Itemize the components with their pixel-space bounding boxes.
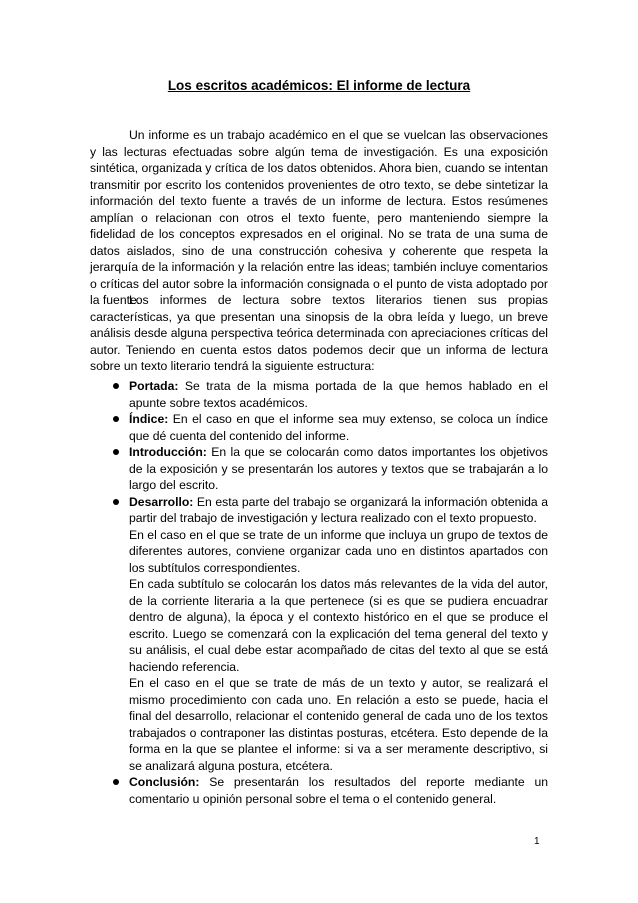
desarrollo-subparagraph: En el caso en el que se trate de más de un texto y autor, se realizará el mismo procedimiento con cada uno. En relación a esto se puede, hacia el final del desarrollo, relacionar el contenido general de cada uno de los textos trabajados o contraponer las distintas posturas, etcétera. Esto depende de la forma en la que se plantee el informe: si va a ser meramente descriptivo, si se analizará alguna postura, etcétera.: [129, 676, 548, 773]
item-label: Desarrollo:: [129, 494, 194, 509]
item-text: Se trata de la misma portada de la que hemos hablado en el apunte sobre textos académicos.: [129, 379, 548, 410]
item-label: Índice:: [129, 412, 169, 426]
bullet-icon: [113, 449, 119, 455]
desarrollo-subparagraph: En el caso en el que se trate de un informe que incluya un grupo de textos de diferentes autores, conviene organizar cada uno en distintos apartados con los subtítulos correspondientes.: [129, 527, 548, 575]
list-item-desarrollo: [90, 494, 548, 775]
item-label: Conclusión:: [129, 775, 200, 789]
item-label: Portada:: [129, 379, 179, 393]
document-title: Los escritos académicos: El informe de lectura: [167, 78, 471, 93]
bullet-icon: [113, 779, 119, 785]
desarrollo-subparagraph: En cada subtítulo se colocarán los datos más relevantes de la vida del autor, de la corriente literaria a la que pertenece (si es que se pudiera encuadrar dentro de alguna), la época y el contexto histórico en el que se produce el escrito. Luego se comenzará con la explicación del tema general del texto y su análisis, el cual debe estar acompañado de citas del texto al que se está haciendo referencia.: [129, 577, 548, 674]
list-item-indice: [90, 411, 548, 444]
item-text: En el caso en que el informe sea muy extenso, se coloca un índice que dé cuenta del contenido del informe.: [129, 412, 548, 443]
literary-reports-paragraph: Los informes de lectura sobre textos literarios tienen sus propias características, ya que presentan una sinopsis de la obra leída y luego, un breve análisis desde alguna perspectiva teórica determinada con apreciaciones críticas del autor. Teniendo en cuenta estos datos podemos decir que un informa de lectura sobre un texto literario tendrá la siguiente estructura:: [90, 293, 548, 373]
item-text: Se presentarán los resultados del reporte mediante un comentario u opinión personal sobre el tema o el contenido general.: [129, 775, 548, 806]
list-item-introduccion: [90, 444, 548, 494]
list-item-conclusion: [90, 774, 548, 807]
item-text: En esta parte del trabajo se organizará la información obtenida a partir del trabajo de investigación y lectura realizado con el texto propuesto.: [129, 494, 548, 525]
intro-paragraph: Un informe es un trabajo académico en el que se vuelcan las observaciones y las lecturas efectuadas sobre algún tema de investigación. Es una exposición sintética, organizada y crítica de los datos obtenidos. Ahora bien, cuando se intentan transmitir por escrito los contenidos provenientes de otro texto, se debe sintetizar la información del texto fuente a través de un informe de lectura. Estos resúmenes amplían o relacionan con otros el texto fuente, pero manteniendo siempre la fidelidad de los conceptos expresados en el original. No se trata de una suma de datos aislados, sino de una construcción cohesiva y coherente que respeta la jerarquía de la información y la relación entre las ideas; también incluye comentarios o críticas del autor sobre la información consignada o el punto de vista adoptado por la fuente.: [90, 128, 548, 307]
bullet-icon: [113, 383, 119, 389]
item-label: Introducción:: [129, 445, 207, 459]
structure-list: [90, 378, 548, 807]
bullet-icon: [113, 416, 119, 422]
item-text: En la que se colocarán como datos importantes los objetivos de la exposición y se presentarán los autores y textos que se trabajarán a lo largo del escrito.: [129, 445, 548, 492]
page-number: 1: [534, 836, 540, 847]
list-item-portada: [90, 378, 548, 411]
bullet-icon: [113, 499, 119, 505]
